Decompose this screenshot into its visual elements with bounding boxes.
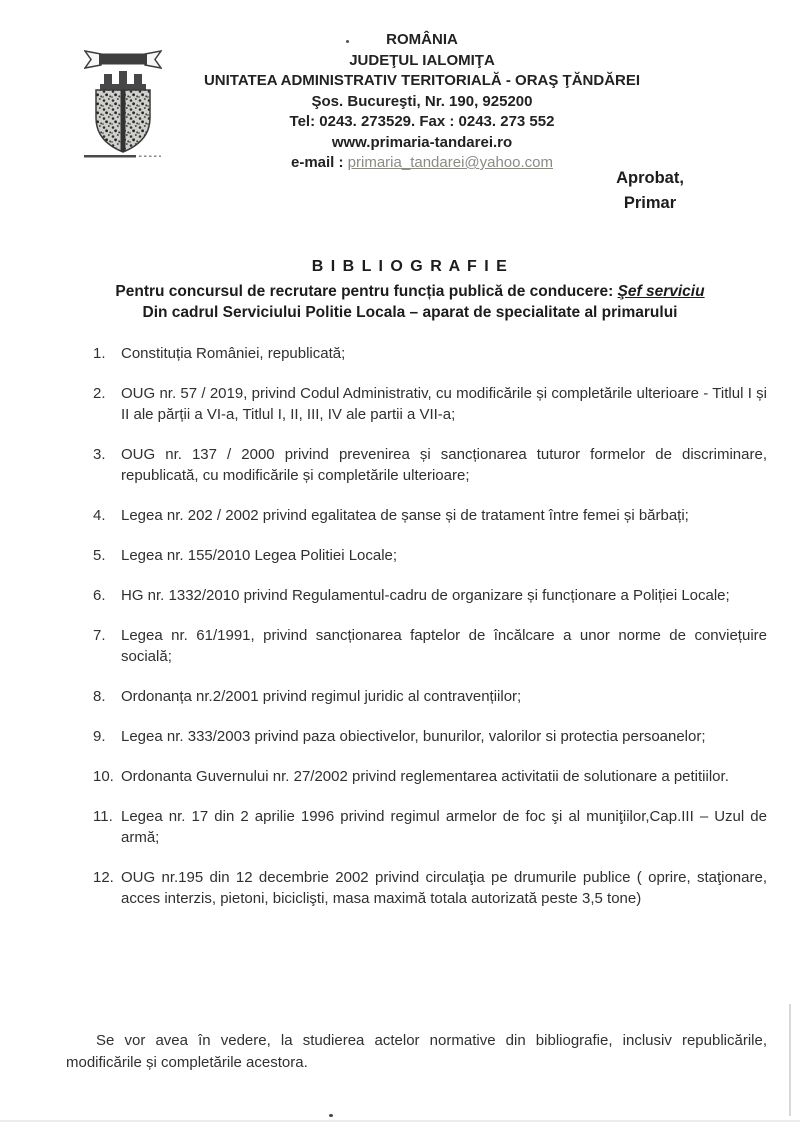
list-item-number: 11. <box>93 808 113 825</box>
list-item <box>93 444 767 486</box>
list-item <box>93 505 767 526</box>
scan-artifact-dot-top <box>346 40 349 43</box>
subtitle-prefix: Pentru concursul de recrutare pentru funcția publică de conducere: <box>115 283 614 300</box>
list-item-number: 5. <box>93 547 106 564</box>
list-item-text: HG nr. 1332/2010 privind Regulamentul-cadru de organizare și funcționare a Poliției Locale; <box>121 587 730 604</box>
list-item <box>93 806 767 848</box>
letterhead-website: www.primaria-tandarei.ro <box>331 133 513 151</box>
letterhead-address: Şos. Bucureşti, Nr. 190, 925200 <box>311 92 533 110</box>
list-item-number: 10. <box>93 768 114 785</box>
subtitle-position: Şef serviciu <box>617 283 705 300</box>
approval-line-1: Aprobat, <box>616 169 684 187</box>
list-item-number: 3. <box>93 446 106 463</box>
closing-note: Se vor avea în vedere, la studierea actelor normative din bibliografie, inclusiv republicările, modificările și completările acestora. <box>66 1032 767 1071</box>
list-item <box>93 686 767 707</box>
list-item-number: 12. <box>93 869 114 886</box>
subtitle-line-1 <box>60 281 760 302</box>
scan-edge-right <box>789 1004 791 1116</box>
list-item-text: OUG nr. 57 / 2019, privind Codul Administrativ, cu modificările și completările ulterioare - Titlul I și II ale părții a VI-a, Titlul I, II, III, IV ale partii a VII-a; <box>121 385 767 423</box>
email-link[interactable]: primaria_tandarei@yahoo.com <box>347 154 553 171</box>
letterhead-entity: UNITATEA ADMINISTRATIV TERITORIALĂ - ORAŞ ŢĂNDĂREI <box>203 72 641 89</box>
list-item-text: Legea nr. 17 din 2 aprilie 1996 privind regimul armelor de foc şi al muniţiilor,Cap.III – Uzul de armă; <box>121 808 767 846</box>
list-item <box>93 726 767 747</box>
document-title: B I B L I O G R A F I E <box>311 258 509 275</box>
approval-block <box>585 166 715 216</box>
list-item-text: Ordonanța nr.2/2001 privind regimul juridic al contravențiilor; <box>121 688 522 705</box>
list-item-text: OUG nr. 137 / 2000 privind prevenirea și sancționarea tuturor formelor de discriminare, republicată, cu modificările și completările ulterioare; <box>121 446 767 484</box>
list-item <box>93 766 767 787</box>
subtitle-line-2: Din cadrul Serviciului Politie Locala – aparat de specialitate al primarului <box>142 304 678 321</box>
list-item-number: 6. <box>93 587 106 604</box>
letterhead-county: JUDEŢUL IALOMIŢA <box>349 51 495 69</box>
list-item-text: OUG nr.195 din 12 decembrie 2002 privind circulaţia pe drumurile publice ( oprire, staţionare, acces interzis, pietoni, biciclişti, masa maximă totala autorizată peste 3,5 tone) <box>121 869 767 907</box>
list-item-text: Legea nr. 333/2003 privind paza obiectivelor, bunurilor, valorilor si protectia persoanelor; <box>121 728 706 745</box>
approval-line-2: Primar <box>623 194 677 212</box>
list-item-text: Constituția României, republicată; <box>121 345 346 362</box>
list-item-number: 9. <box>93 728 106 745</box>
list-item <box>93 383 767 425</box>
letterhead-country: ROMÂNIA <box>386 31 458 48</box>
list-item-text: Ordonanta Guvernului nr. 27/2002 privind reglementarea activitatii de solutionare a petitiilor. <box>121 768 729 785</box>
list-item <box>93 545 767 566</box>
list-item-number: 2. <box>93 385 106 402</box>
letterhead <box>62 30 782 174</box>
letterhead-phone-fax: Tel: 0243. 273529. Fax : 0243. 273 552 <box>289 113 555 130</box>
list-item <box>93 625 767 667</box>
list-item-text: Legea nr. 202 / 2002 privind egalitatea de șanse și de tratament între femei și bărbați; <box>121 507 689 524</box>
list-item <box>93 585 767 606</box>
list-item-text: Legea nr. 155/2010 Legea Politiei Locale; <box>121 547 398 564</box>
list-item-text: Legea nr. 61/1991, privind sancționarea faptelor de încălcare a unor norme de conviețuire socială; <box>121 627 767 665</box>
bibliography-list <box>93 343 767 928</box>
list-item-number: 7. <box>93 627 106 644</box>
email-label: e-mail : <box>290 154 344 171</box>
list-item-number: 8. <box>93 688 106 705</box>
list-item-number: 1. <box>93 345 106 362</box>
list-item <box>93 867 767 909</box>
list-item <box>93 343 767 364</box>
title-block <box>60 258 760 323</box>
scan-artifact-dot-bottom <box>329 1114 333 1117</box>
scan-edge-bottom <box>0 1120 800 1122</box>
list-item-number: 4. <box>93 507 106 524</box>
